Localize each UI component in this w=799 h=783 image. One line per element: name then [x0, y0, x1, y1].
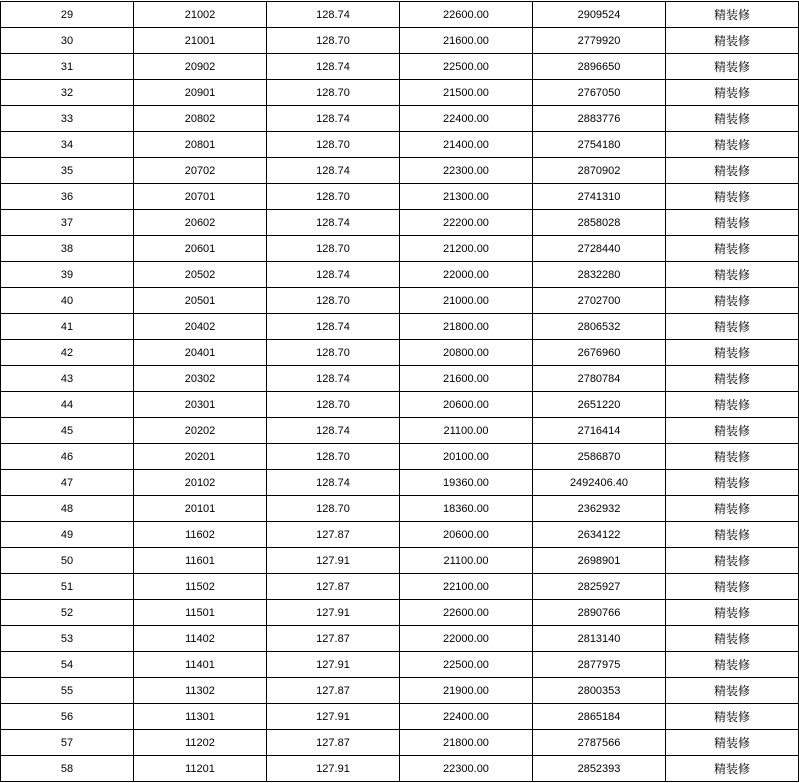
total-price-cell: 2852393	[533, 756, 666, 782]
unit-price-cell: 22600.00	[400, 600, 533, 626]
total-price-cell: 2825927	[533, 574, 666, 600]
total-price-cell: 2806532	[533, 314, 666, 340]
row-number-cell: 43	[1, 366, 134, 392]
area-cell: 128.74	[267, 158, 400, 184]
total-price-cell: 2780784	[533, 366, 666, 392]
total-price-cell: 2702700	[533, 288, 666, 314]
unit-price-cell: 21800.00	[400, 314, 533, 340]
price-list-body	[1, 2, 799, 782]
table-row	[1, 340, 799, 366]
row-number-cell: 48	[1, 496, 134, 522]
unit-price-cell: 21600.00	[400, 366, 533, 392]
row-number-cell: 39	[1, 262, 134, 288]
decoration-cell: 精装修	[666, 600, 799, 626]
table-row	[1, 470, 799, 496]
decoration-cell: 精装修	[666, 236, 799, 262]
room-number-cell: 11302	[134, 678, 267, 704]
room-number-cell: 20702	[134, 158, 267, 184]
decoration-cell: 精装修	[666, 210, 799, 236]
room-number-cell: 20901	[134, 80, 267, 106]
total-price-cell: 2865184	[533, 704, 666, 730]
room-number-cell: 11402	[134, 626, 267, 652]
row-number-cell: 38	[1, 236, 134, 262]
row-number-cell: 30	[1, 28, 134, 54]
row-number-cell: 44	[1, 392, 134, 418]
total-price-cell: 2651220	[533, 392, 666, 418]
table-row	[1, 418, 799, 444]
table-row	[1, 288, 799, 314]
area-cell: 127.91	[267, 600, 400, 626]
area-cell: 127.87	[267, 678, 400, 704]
row-number-cell: 54	[1, 652, 134, 678]
decoration-cell: 精装修	[666, 470, 799, 496]
area-cell: 128.74	[267, 366, 400, 392]
table-row	[1, 366, 799, 392]
total-price-cell: 2716414	[533, 418, 666, 444]
room-number-cell: 20101	[134, 496, 267, 522]
area-cell: 127.91	[267, 652, 400, 678]
total-price-cell: 2909524	[533, 2, 666, 28]
unit-price-cell: 21200.00	[400, 236, 533, 262]
table-row	[1, 574, 799, 600]
table-row	[1, 548, 799, 574]
room-number-cell: 11401	[134, 652, 267, 678]
room-number-cell: 20301	[134, 392, 267, 418]
area-cell: 127.91	[267, 548, 400, 574]
decoration-cell: 精装修	[666, 28, 799, 54]
row-number-cell: 47	[1, 470, 134, 496]
total-price-cell: 2676960	[533, 340, 666, 366]
area-cell: 128.70	[267, 392, 400, 418]
unit-price-cell: 21100.00	[400, 548, 533, 574]
decoration-cell: 精装修	[666, 2, 799, 28]
area-cell: 128.74	[267, 470, 400, 496]
table-row	[1, 262, 799, 288]
table-row	[1, 392, 799, 418]
unit-price-cell: 21800.00	[400, 730, 533, 756]
unit-price-cell: 21900.00	[400, 678, 533, 704]
row-number-cell: 37	[1, 210, 134, 236]
table-row	[1, 2, 799, 28]
unit-price-cell: 22300.00	[400, 756, 533, 782]
unit-price-cell: 19360.00	[400, 470, 533, 496]
row-number-cell: 32	[1, 80, 134, 106]
decoration-cell: 精装修	[666, 756, 799, 782]
area-cell: 128.70	[267, 340, 400, 366]
total-price-cell: 2767050	[533, 80, 666, 106]
area-cell: 128.70	[267, 288, 400, 314]
decoration-cell: 精装修	[666, 522, 799, 548]
decoration-cell: 精装修	[666, 730, 799, 756]
decoration-cell: 精装修	[666, 288, 799, 314]
total-price-cell: 2779920	[533, 28, 666, 54]
table-row	[1, 522, 799, 548]
total-price-cell: 2741310	[533, 184, 666, 210]
decoration-cell: 精装修	[666, 704, 799, 730]
decoration-cell: 精装修	[666, 444, 799, 470]
area-cell: 128.70	[267, 80, 400, 106]
room-number-cell: 20302	[134, 366, 267, 392]
decoration-cell: 精装修	[666, 340, 799, 366]
unit-price-cell: 22400.00	[400, 704, 533, 730]
row-number-cell: 42	[1, 340, 134, 366]
total-price-cell: 2362932	[533, 496, 666, 522]
table-row	[1, 158, 799, 184]
row-number-cell: 49	[1, 522, 134, 548]
decoration-cell: 精装修	[666, 626, 799, 652]
row-number-cell: 45	[1, 418, 134, 444]
table-row	[1, 756, 799, 782]
room-number-cell: 20102	[134, 470, 267, 496]
row-number-cell: 56	[1, 704, 134, 730]
table-row	[1, 730, 799, 756]
area-cell: 128.70	[267, 132, 400, 158]
unit-price-cell: 18360.00	[400, 496, 533, 522]
room-number-cell: 11502	[134, 574, 267, 600]
total-price-cell: 2813140	[533, 626, 666, 652]
row-number-cell: 50	[1, 548, 134, 574]
total-price-cell: 2896650	[533, 54, 666, 80]
row-number-cell: 40	[1, 288, 134, 314]
area-cell: 128.74	[267, 106, 400, 132]
decoration-cell: 精装修	[666, 262, 799, 288]
room-number-cell: 11601	[134, 548, 267, 574]
total-price-cell: 2870902	[533, 158, 666, 184]
room-number-cell: 21001	[134, 28, 267, 54]
table-row	[1, 210, 799, 236]
total-price-cell: 2890766	[533, 600, 666, 626]
table-row	[1, 626, 799, 652]
unit-price-cell: 22000.00	[400, 262, 533, 288]
unit-price-cell: 22500.00	[400, 652, 533, 678]
total-price-cell: 2492406.40	[533, 470, 666, 496]
area-cell: 128.70	[267, 184, 400, 210]
area-cell: 128.70	[267, 28, 400, 54]
room-number-cell: 20402	[134, 314, 267, 340]
decoration-cell: 精装修	[666, 314, 799, 340]
table-row	[1, 106, 799, 132]
area-cell: 128.70	[267, 496, 400, 522]
table-row	[1, 54, 799, 80]
row-number-cell: 53	[1, 626, 134, 652]
unit-price-cell: 22400.00	[400, 106, 533, 132]
table-row	[1, 80, 799, 106]
total-price-cell: 2787566	[533, 730, 666, 756]
area-cell: 128.74	[267, 2, 400, 28]
table-row	[1, 496, 799, 522]
room-number-cell: 20401	[134, 340, 267, 366]
row-number-cell: 41	[1, 314, 134, 340]
unit-price-cell: 21000.00	[400, 288, 533, 314]
row-number-cell: 34	[1, 132, 134, 158]
decoration-cell: 精装修	[666, 106, 799, 132]
unit-price-cell: 22200.00	[400, 210, 533, 236]
room-number-cell: 11501	[134, 600, 267, 626]
area-cell: 128.74	[267, 418, 400, 444]
decoration-cell: 精装修	[666, 132, 799, 158]
decoration-cell: 精装修	[666, 678, 799, 704]
decoration-cell: 精装修	[666, 80, 799, 106]
area-cell: 128.74	[267, 314, 400, 340]
area-cell: 128.74	[267, 210, 400, 236]
decoration-cell: 精装修	[666, 54, 799, 80]
room-number-cell: 20502	[134, 262, 267, 288]
area-cell: 127.91	[267, 756, 400, 782]
total-price-cell: 2858028	[533, 210, 666, 236]
unit-price-cell: 20600.00	[400, 392, 533, 418]
room-number-cell: 20902	[134, 54, 267, 80]
row-number-cell: 46	[1, 444, 134, 470]
table-row	[1, 444, 799, 470]
room-number-cell: 20601	[134, 236, 267, 262]
total-price-cell: 2634122	[533, 522, 666, 548]
area-cell: 127.91	[267, 704, 400, 730]
unit-price-cell: 21100.00	[400, 418, 533, 444]
table-row	[1, 132, 799, 158]
unit-price-cell: 21300.00	[400, 184, 533, 210]
decoration-cell: 精装修	[666, 366, 799, 392]
area-cell: 127.87	[267, 522, 400, 548]
table-row	[1, 600, 799, 626]
total-price-cell: 2877975	[533, 652, 666, 678]
unit-price-cell: 22100.00	[400, 574, 533, 600]
row-number-cell: 33	[1, 106, 134, 132]
price-list-table	[0, 1, 799, 782]
row-number-cell: 52	[1, 600, 134, 626]
row-number-cell: 36	[1, 184, 134, 210]
table-row	[1, 314, 799, 340]
room-number-cell: 20201	[134, 444, 267, 470]
total-price-cell: 2586870	[533, 444, 666, 470]
room-number-cell: 11202	[134, 730, 267, 756]
unit-price-cell: 20800.00	[400, 340, 533, 366]
row-number-cell: 35	[1, 158, 134, 184]
area-cell: 128.70	[267, 444, 400, 470]
area-cell: 127.87	[267, 730, 400, 756]
decoration-cell: 精装修	[666, 392, 799, 418]
decoration-cell: 精装修	[666, 418, 799, 444]
room-number-cell: 20802	[134, 106, 267, 132]
decoration-cell: 精装修	[666, 548, 799, 574]
decoration-cell: 精装修	[666, 184, 799, 210]
room-number-cell: 11301	[134, 704, 267, 730]
row-number-cell: 55	[1, 678, 134, 704]
unit-price-cell: 21400.00	[400, 132, 533, 158]
area-cell: 128.74	[267, 262, 400, 288]
row-number-cell: 57	[1, 730, 134, 756]
unit-price-cell: 21600.00	[400, 28, 533, 54]
area-cell: 127.87	[267, 626, 400, 652]
room-number-cell: 11201	[134, 756, 267, 782]
row-number-cell: 51	[1, 574, 134, 600]
row-number-cell: 58	[1, 756, 134, 782]
table-row	[1, 678, 799, 704]
total-price-cell: 2728440	[533, 236, 666, 262]
total-price-cell: 2698901	[533, 548, 666, 574]
table-row	[1, 184, 799, 210]
area-cell: 128.74	[267, 54, 400, 80]
row-number-cell: 29	[1, 2, 134, 28]
unit-price-cell: 20100.00	[400, 444, 533, 470]
unit-price-cell: 21500.00	[400, 80, 533, 106]
table-row	[1, 236, 799, 262]
unit-price-cell: 22600.00	[400, 2, 533, 28]
room-number-cell: 20602	[134, 210, 267, 236]
table-row	[1, 704, 799, 730]
total-price-cell: 2832280	[533, 262, 666, 288]
table-row	[1, 28, 799, 54]
table-row	[1, 652, 799, 678]
room-number-cell: 20701	[134, 184, 267, 210]
total-price-cell: 2800353	[533, 678, 666, 704]
decoration-cell: 精装修	[666, 652, 799, 678]
unit-price-cell: 22000.00	[400, 626, 533, 652]
area-cell: 128.70	[267, 236, 400, 262]
room-number-cell: 21002	[134, 2, 267, 28]
decoration-cell: 精装修	[666, 574, 799, 600]
room-number-cell: 11602	[134, 522, 267, 548]
total-price-cell: 2754180	[533, 132, 666, 158]
room-number-cell: 20801	[134, 132, 267, 158]
decoration-cell: 精装修	[666, 158, 799, 184]
total-price-cell: 2883776	[533, 106, 666, 132]
room-number-cell: 20501	[134, 288, 267, 314]
unit-price-cell: 20600.00	[400, 522, 533, 548]
unit-price-cell: 22500.00	[400, 54, 533, 80]
row-number-cell: 31	[1, 54, 134, 80]
unit-price-cell: 22300.00	[400, 158, 533, 184]
area-cell: 127.87	[267, 574, 400, 600]
decoration-cell: 精装修	[666, 496, 799, 522]
room-number-cell: 20202	[134, 418, 267, 444]
